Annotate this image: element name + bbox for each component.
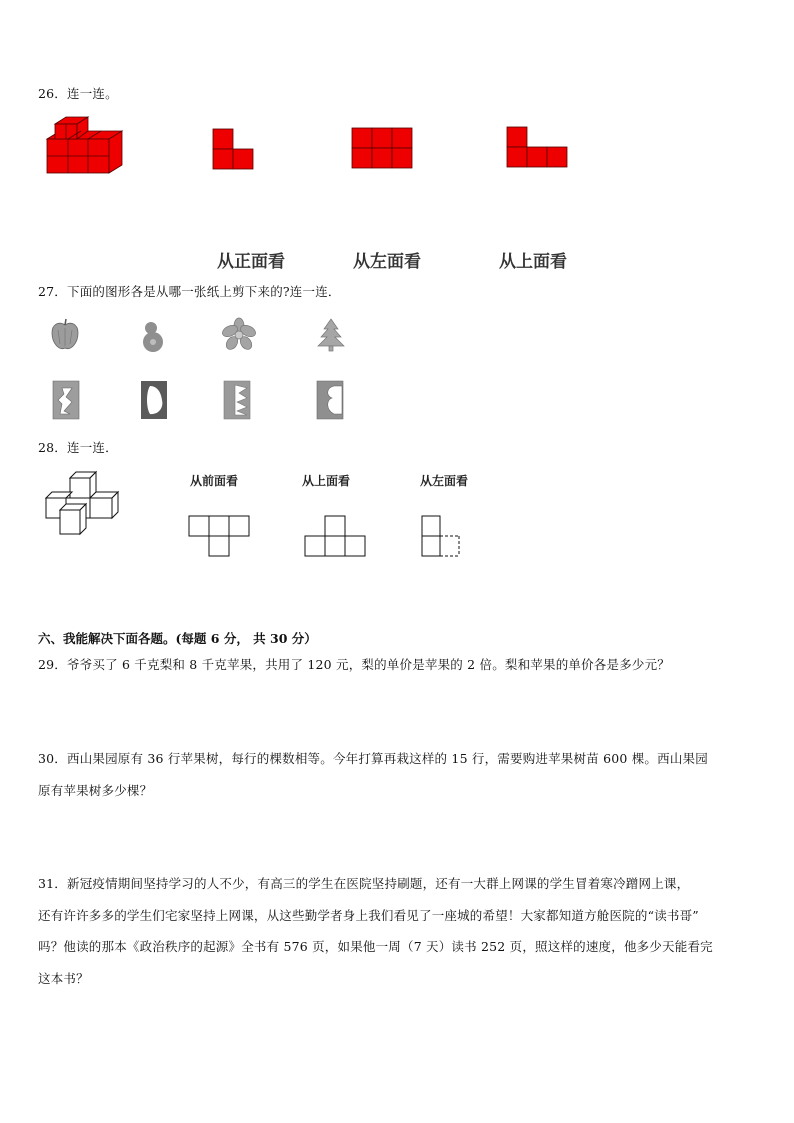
gourd-icon [139,318,167,352]
q31-line2: 还有许许多多的学生们宅家坚持上网课，从这些勤学者身上我们看见了一座城的希望！大家都知道方舱医院的“读书哥” [38,908,699,923]
apple-icon [50,318,80,352]
q28-view-diagram-3 [421,515,465,559]
q28-view-diagram-2 [304,515,368,559]
q26-view-left: 从左面看 [353,252,421,272]
q27-label: 27．下面的图形各是从哪一张纸上剪下来的?连一连． [38,284,341,299]
q28-view-front: 从前面看 [190,474,239,488]
q26-solid-figure [44,114,128,176]
q28-view-left: 从左面看 [420,474,469,488]
q30-line2: 原有苹果树多少棵？ [38,783,153,798]
q28-cube-stack [44,470,126,536]
q29-text: 29．爷爷买了 6 千克梨和 8 千克苹果，共用了 120 元，梨的单价是苹果的 2 倍。梨和苹果的单价各是多少元？ [38,657,671,672]
q26-view-option-1 [212,128,254,170]
q26-view-front: 从正面看 [217,252,285,272]
q30-line1: 30．西山果园原有 36 行苹果树，每行的棵数相等。今年打算再栽这样的 15 行，需要购进苹果树苗 600 棵。西山果园 [38,751,708,766]
q26-view-top: 从上面看 [499,252,567,272]
paper-d [316,380,344,420]
paper-c [223,380,251,420]
q31-line4: 这本书？ [38,971,89,986]
flower-icon [222,318,256,350]
q31-line3: 吗？他读的那本《政治秩序的起源》全书有 576 页，如果他一周（7 天）读书 252 页，照这样的速度，他多少天能看完 [38,939,713,954]
q28-label: 28．连一连． [38,440,118,455]
q26-label: 26．连一连。 [38,86,118,101]
q26-view-option-2 [351,127,413,169]
q31-line1: 31．新冠疫情期间坚持学习的人不少，有高三的学生在医院坚持刷题，还有一大群上网课的学生冒着寒冷蹭网上课， [38,876,690,891]
q26-view-option-3 [506,126,568,168]
paper-a [52,380,80,420]
tree-icon [316,318,346,352]
paper-b [140,380,168,420]
q28-view-top: 从上面看 [302,474,351,488]
q28-view-diagram-1 [188,515,252,559]
section6-title: 六、我能解决下面各题。(每题 6 分， 共 30 分） [38,631,317,646]
